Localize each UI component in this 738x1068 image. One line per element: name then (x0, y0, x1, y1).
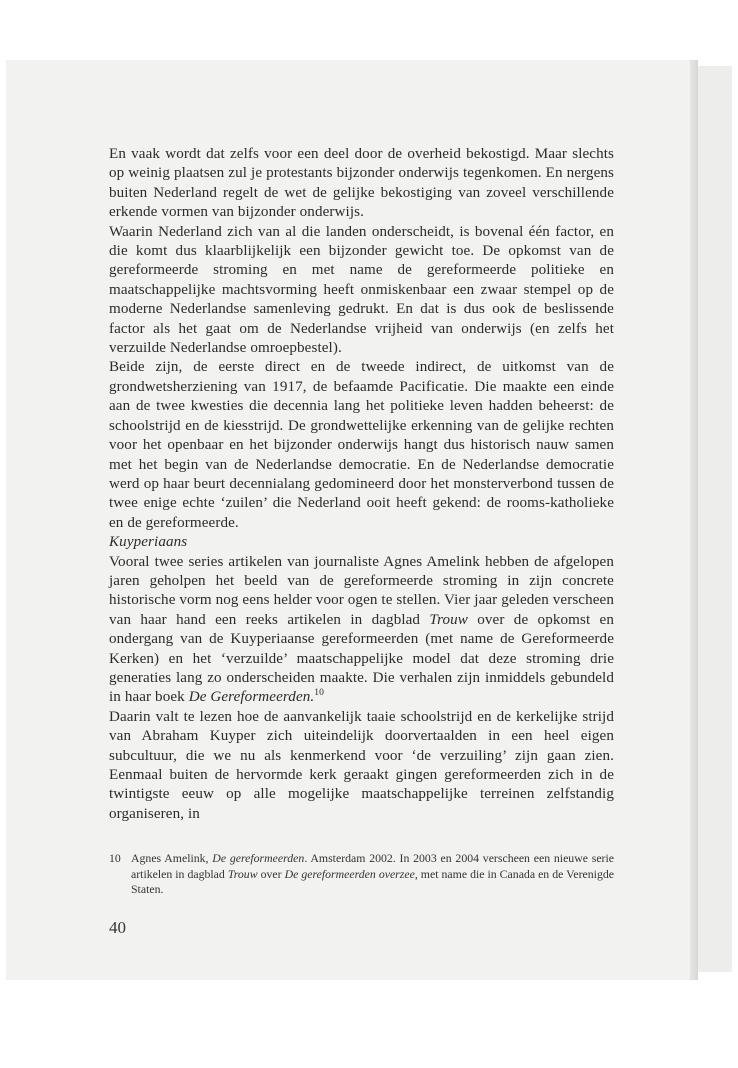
paragraph-4-text-b: over de opkomst en ondergang van de Kuyperiaanse gereformeerden (met name de Gereformeerde Kerken) en het ‘verzuilde’ maatschappelijke model dat deze stroming drie generaties lang zo onderscheiden maakte. Die verhalen zijn inmiddels gebundeld in haar boek (109, 611, 614, 706)
paragraph-2: Waarin Nederland zich van al die landen onderscheidt, is bovenal één factor, en die komt dus klaarblijkelijk een bijzonder gewicht toe. De opkomst van de gereformeerde stroming en met name de gereformeerde politieke en maatschappelijke machtsvorming heeft onmiskenbaar een zwaar stempel op de moderne Nederlandse samenleving gedrukt. En dat is dus ook de beslissende factor als het gaat om de Nederlandse vrijheid van onderwijs (en zelfs het verzuilde Nederlandse omroepbestel). (109, 223, 614, 357)
footnote-title-2: De gereformeerden overzee (284, 866, 415, 881)
footnote-author: Agnes Amelink, (131, 851, 213, 865)
page-spine-shadow (690, 60, 698, 980)
footnote-newspaper: Trouw (227, 866, 258, 881)
footnote-text-1: . Amsterdam 2002. In 2003 en 2004 verscheen een nieuwe serie artikelen in dagblad (131, 851, 615, 881)
paragraph-1: En vaak wordt dat zelfs voor een deel door de overheid bekostigd. Maar slechts op weinig plaatsen zul je protestants bijzonder onderwijs tegenkomen. En nergens buiten Nederland regelt de wet de gelijke bekostiging van zoveel verschillende erkende vormen van bijzonder onderwijs. (109, 146, 614, 221)
footnote-text-3: , met name die in Canada en de Verenigde Staten. (131, 866, 614, 897)
book-title: De Gereformeerden. (188, 689, 315, 706)
footnote (109, 851, 614, 898)
paragraph-4 (109, 553, 614, 708)
paragraph-3: Beide zijn, de eerste direct en de tweede indirect, de uitkomst van de grondwetsherziening van 1917, de befaamde Pacificatie. Die maakte een einde aan de twee kwesties die decennia lang het politieke leven hadden beheerst: de schoolstrijd en de kiesstrijd. De grondwettelijke erkenning van de gelijke rechten voor het openbaar en het bijzonder onderwijs hangt dus historisch nauw samen met het begin van de Nederlandse democratie. En de Nederlandse democratie werd op haar beurt decennialang gedomineerd door het monsterverbond tussen de twee enige echte ‘zuilen’ die Nederland ooit heeft gekend: de rooms-katholieke en de gereformeerde. (109, 359, 614, 531)
footnote-text (131, 851, 614, 898)
paragraph-5: Daarin valt te lezen hoe de aanvankelijk taaie schoolstrijd en de kerkelijke strijd van Abraham Kuyper zich uiteindelijk doorvertaalden in een heel eigen subcultuur, die we nu als kenmerkend voor ‘de verzuiling’ zijn gaan zien. Eenmaal buiten de hervormde kerk geraakt gingen gereformeerden zich in de twintigste eeuw op alle mogelijke maatschappelijke terreinen zelfstandig organiseren, in (109, 708, 614, 822)
adjacent-page-edge (698, 66, 732, 972)
main-text-block (109, 145, 614, 824)
page-number: 40 (109, 918, 126, 937)
section-heading: Kuyperiaans (109, 534, 188, 551)
footnote-title-1: De gereformeerden (212, 851, 305, 865)
paragraph-4-text-a: Vooral twee series artikelen van journaliste Agnes Amelink hebben de afgelopen jaren geholpen het beeld van de gereformeerde stroming in zijn concrete historische vorm nog eens helder voor ogen te stellen. Vier jaar geleden verscheen van haar hand een reeks artikelen in dagblad (109, 553, 614, 628)
newspaper-name: Trouw (429, 611, 468, 628)
footnote-number: 10 (109, 851, 121, 865)
footnote-text-2: over (257, 866, 285, 881)
footnote-reference: 10 (314, 688, 324, 699)
